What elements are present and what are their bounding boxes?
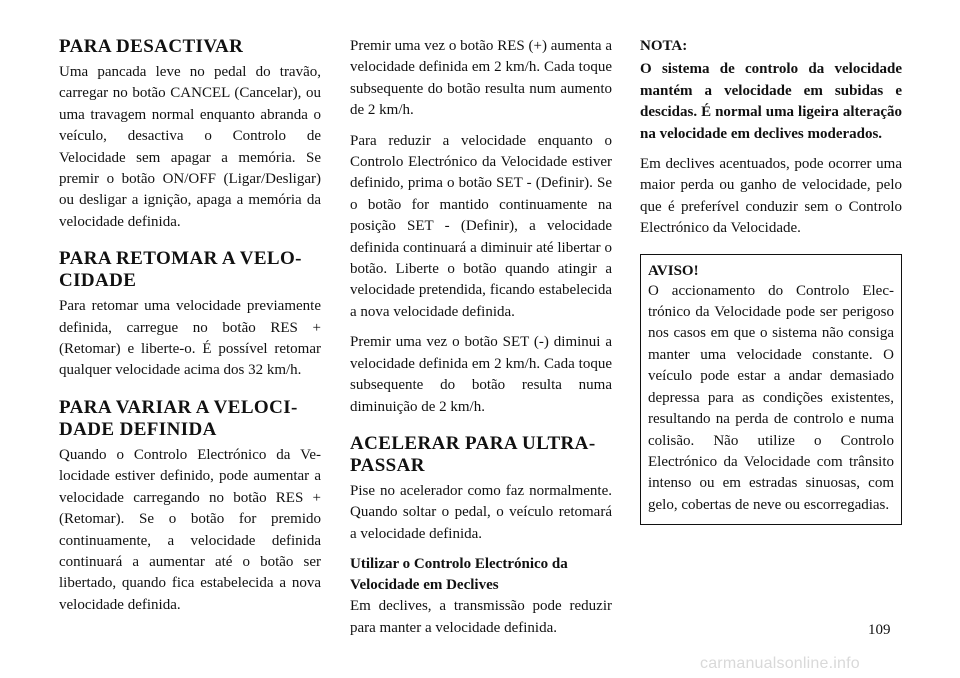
- heading-para-retomar: PARA RETOMAR A VELOCIDADE: [59, 248, 302, 292]
- note-text: O sistema de controlo da velocidade mantém a velocidade em subidas e descidas. É normal uma ligeira alteração na velocidade em declives moderados.: [640, 61, 902, 142]
- warning-title: AVISO!: [648, 262, 699, 279]
- paragraph-variar: Quando o Controlo Electrónico da Velocidade estiver definido, pode aumentar a velocidade carregando no botão RES + (Retomar). Se o botão for premido continuamente, a velocidade definida continuará a aumentar até o botão ser libertado, quando fica estabelecida a nova velocidade definida.: [59, 446, 321, 613]
- heading-para-desactivar: PARA DESACTIVAR: [59, 36, 244, 57]
- paragraph-set: Premir uma vez o botão SET (-) diminui a velocidade definida em 2 km/h. Cada toque subsequente do botão resulta numa diminuição de 2 km/h.: [350, 334, 612, 415]
- column-right: [640, 36, 902, 525]
- page-number: 109: [868, 622, 891, 638]
- watermark: carmanualsonline.info: [700, 655, 860, 672]
- column-middle: [350, 36, 612, 639]
- paragraph-desactivar: Uma pancada leve no pedal do travão, carregar no botão CANCEL (Cancelar), ou uma travagem normal enquanto abranda o veículo, desactiva o Controlo de Velocidade sem apagar a memória. Se premir o botão ON/OFF (Ligar/Desligar) ou desligar a ignição, apaga a memória da velocidade definida.: [59, 64, 321, 230]
- paragraph-retomar: Para retomar uma velocidade previamente definida, carregue no botão RES + (Retomar) e liberte-o. É possível retomar qualquer velocidade acima dos 32 km/h.: [59, 298, 321, 379]
- heading-acelerar: ACELERAR PARA ULTRAPASSAR: [350, 432, 596, 476]
- heading-para-variar: PARA VARIAR A VELOCIDADE DEFINIDA: [59, 396, 298, 440]
- subheading-declives: Utilizar o Controlo Electrónico da Velocidade em Declives: [350, 556, 568, 594]
- paragraph-reduzir: Para reduzir a velocidade enquanto o Controlo Electrónico da Velocidade estiver definido, prima o botão SET - (Definir). Se o botão for mantido continuamente na posição SET - (Definir), a velocidade definida continuará a diminuir até libertar o botão. Liberte o botão quando atingir a velocidade pretendida, ficando estabelecida a nova velocidade definida.: [350, 132, 612, 320]
- warning-text: O accionamento do Controlo Electrónico da Velocidade pode ser perigoso nos casos em que o sistema não consiga manter uma velocidade constante. O veículo pode estar a andar demasiado depressa para as condições existentes, resultando na perda de controlo e numa colisão. Não utilize o Controlo Electrónico da Velocidade com trânsito intenso ou em estradas sinuosas, com gelo, cobertas de neve ou escorregadias.: [648, 282, 894, 513]
- paragraph-acelerar: Pise no acelerador como faz normalmente. Quando soltar o pedal, o veículo retomará a velocidade definida.: [350, 482, 612, 542]
- column-left: [59, 36, 321, 625]
- paragraph-acentuados: Em declives acentuados, pode ocorrer uma maior perda ou ganho de velocidade, pelo que é preferível conduzir sem o Controlo Electrónico da Velocidade.: [640, 156, 902, 237]
- warning-box: [640, 254, 902, 525]
- paragraph-res: Premir uma vez o botão RES (+) aumenta a velocidade definida em 2 km/h. Cada toque subsequente do botão resulta num aumento de 2 km/h.: [350, 38, 612, 119]
- note-label: NOTA:: [640, 38, 688, 54]
- paragraph-declives: Em declives, a transmissão pode reduzir para manter a velocidade definida.: [350, 598, 612, 636]
